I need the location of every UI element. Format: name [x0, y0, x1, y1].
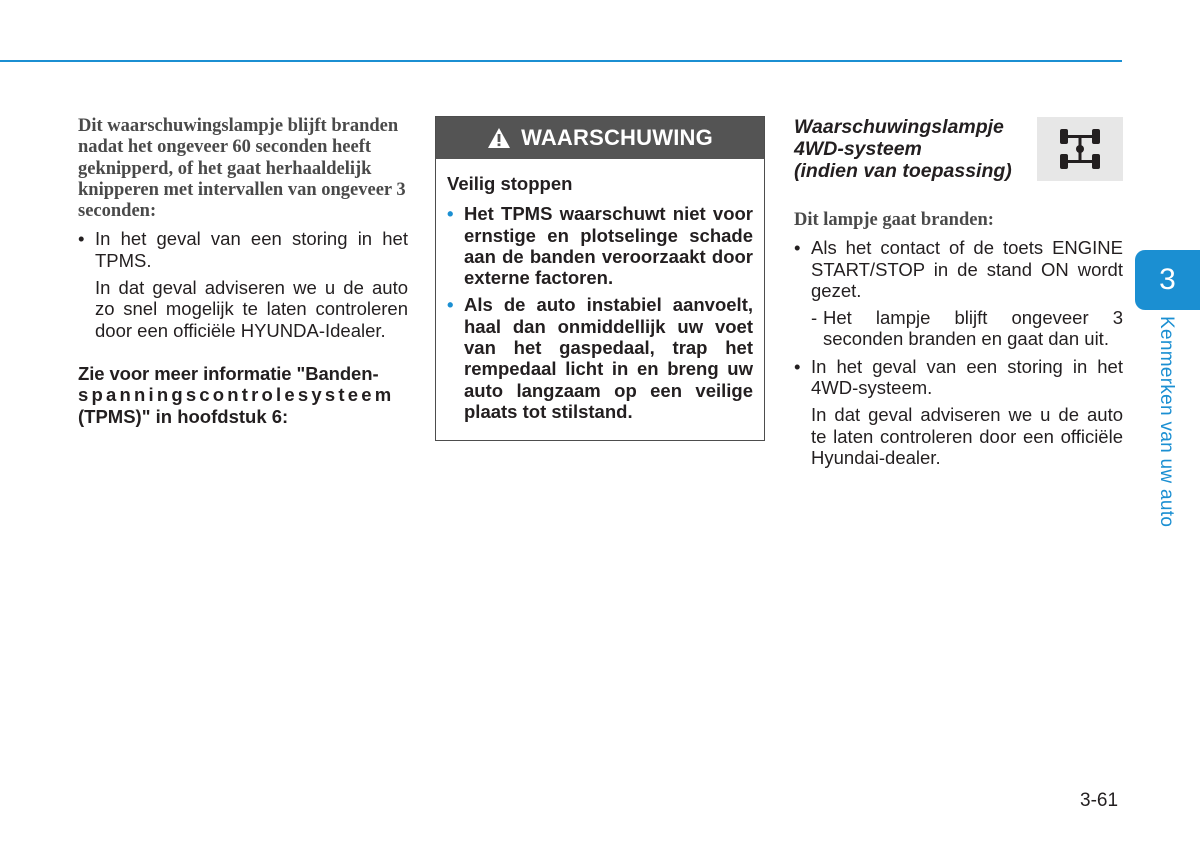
note-line: (TPMS)" in hoofdstuk 6: — [78, 405, 289, 427]
right-column — [794, 116, 1123, 468]
4wd-warning-icon — [1056, 125, 1104, 173]
dash-item — [794, 307, 1123, 350]
section-title — [794, 116, 1034, 182]
list-item: • Het TPMS waarschuwt niet voor ernstige en plotselinge schade aan de banden veroorzaakt door externe factoren. — [447, 203, 753, 288]
section-title-line: 4WD-systeem — [794, 138, 922, 160]
page-number: 3-61 — [1080, 790, 1119, 811]
note-line: spanningscontrolesysteem — [78, 384, 395, 406]
left-bullet-list — [78, 228, 408, 271]
warning-title: WAARSCHUWING — [521, 125, 713, 150]
note-line: Zie voor meer informatie "Banden- — [78, 362, 379, 384]
list-item: • In het geval van een storing in het TPMS. — [78, 228, 408, 271]
list-item: • Als de auto instabiel aanvoelt, haal dan onmiddellijk uw voet van het gaspedaal, trap het rempedaal licht in en breng uw auto langzaam op een veilige plaats tot stilstand. — [447, 294, 753, 422]
list-item: • In het geval van een storing in het 4WD-systeem. — [794, 356, 1123, 399]
intro-text: Dit waarschuwingslampje blijft branden nadat het ongeveer 60 seconden heeft geknipperd, of het gaat herhaaldelijk knipperen met intervallen van ongeveer 3 seconden: — [78, 116, 406, 222]
warning-box — [435, 116, 765, 441]
dash-marker: - — [811, 307, 818, 329]
right-bullet-list — [794, 237, 1123, 301]
right-bullet-list-2 — [794, 356, 1123, 399]
reference-note — [78, 363, 408, 427]
subheading: Dit lampje gaat branden: — [794, 210, 994, 230]
left-bullet-paragraph: In dat geval adviseren we u de auto zo snel mogelijk te laten controleren door een officiële HYUNDA-Idealer. — [95, 277, 408, 341]
section-title-line: (indien van toepassing) — [794, 160, 1012, 182]
warning-column — [435, 116, 765, 441]
dash-item-text: Het lampje blijft ongeveer 3 seconden branden en gaat dan uit. — [823, 307, 1123, 350]
warning-subtitle: Veilig stoppen — [447, 173, 573, 194]
chapter-tab — [1135, 250, 1200, 310]
list-item: • Als het contact of de toets ENGINE START/STOP in de stand ON wordt gezet. — [794, 237, 1123, 301]
section-header — [794, 116, 1123, 182]
chapter-label: Kenmerken van uw auto — [1156, 316, 1177, 528]
warning-triangle-icon — [487, 127, 511, 149]
left-column — [78, 116, 408, 427]
right-bullet-paragraph: In dat geval adviseren we u de auto te laten controleren door een officiële Hyundai-dealer. — [811, 404, 1123, 468]
chapter-number: 3 — [1159, 263, 1176, 296]
top-rule — [0, 60, 1122, 62]
warning-header — [436, 117, 764, 159]
warning-list — [447, 203, 753, 422]
section-title-line: Waarschuwingslampje — [794, 116, 1004, 138]
indicator-icon-box — [1037, 117, 1123, 181]
warning-body — [436, 159, 764, 440]
